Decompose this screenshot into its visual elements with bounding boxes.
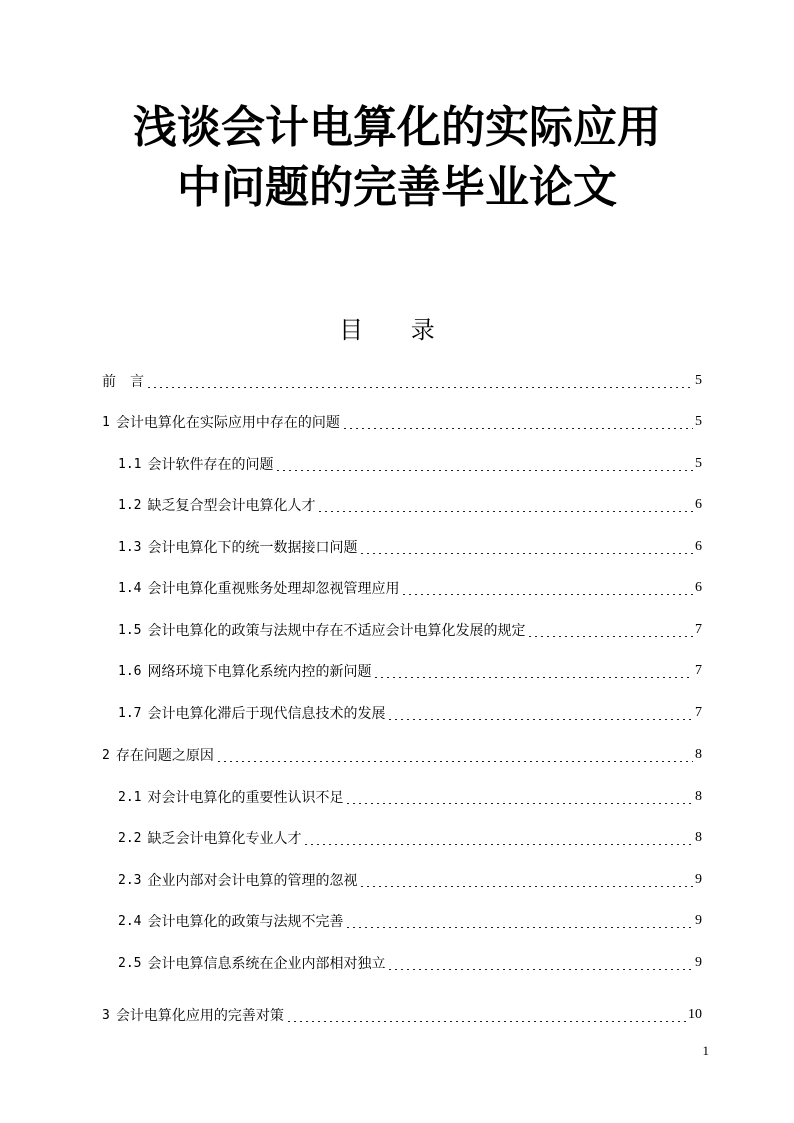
toc-entry-text: 对会计电算化的重要性认识不足 (147, 790, 344, 806)
toc-heading: 目 录 (339, 316, 455, 344)
toc-entry-1-7[interactable] (118, 702, 702, 724)
toc-entry-text: 企业内部对会计电算的管理的忽视 (147, 873, 358, 889)
toc-entry-1[interactable] (102, 411, 702, 433)
toc-entry-page: 5 (695, 456, 702, 471)
toc-leader-dots (387, 706, 693, 720)
toc-entry-page: 7 (695, 705, 702, 720)
toc-entry-text: 缺乏复合型会计电算化人才 (147, 498, 316, 514)
toc-entry-1-4[interactable] (118, 577, 702, 599)
toc-leader-dots (275, 457, 693, 471)
toc-entry-number: 2 (102, 747, 110, 763)
toc-entry-text: 会计电算化下的统一数据接口问题 (147, 540, 358, 556)
toc-entry-text: 会计电算化应用的完善对策 (115, 1008, 284, 1024)
toc-entry-number: 1.6 (118, 663, 142, 679)
toc-entry-2-2[interactable] (118, 827, 702, 849)
toc-leader-dots (317, 498, 693, 512)
toc-entry-2-4[interactable] (118, 910, 702, 932)
toc-entry-2-1[interactable] (118, 786, 702, 808)
toc-leader-dots (373, 664, 693, 678)
toc-entry-number: 1 (102, 414, 110, 430)
toc-leader-dots (359, 873, 693, 887)
toc-entry-text: 前 言 (102, 374, 144, 390)
toc-entry-number: 1.2 (118, 497, 142, 513)
page-number: 1 (702, 1043, 709, 1058)
toc-entry-page: 8 (695, 789, 702, 804)
toc-entry-text: 会计电算化滞后于现代信息技术的发展 (147, 706, 386, 722)
toc-entry-page: 8 (695, 747, 702, 762)
toc-entry-1-1[interactable] (118, 453, 702, 475)
toc-entry-text: 存在问题之原因 (115, 748, 214, 764)
toc-entry-text: 缺乏会计电算化专业人才 (147, 831, 302, 847)
toc-entry-page: 7 (695, 622, 702, 637)
toc-entry-page: 7 (695, 663, 702, 678)
toc-entry-number: 2.3 (118, 872, 142, 888)
toc-entry-1-2[interactable] (118, 494, 702, 516)
toc-entry-page: 9 (695, 913, 702, 928)
toc-entry-number: 2.4 (118, 913, 142, 929)
toc-entry-text: 会计电算化的政策与法规不完善 (147, 914, 344, 930)
toc-entry-1-3[interactable] (118, 536, 702, 558)
toc-leader-dots (216, 748, 693, 762)
toc-entry-2[interactable] (102, 744, 702, 766)
document-title-line-1: 浅谈会计电算化的实际应用 (133, 102, 661, 153)
toc-entry-page: 6 (695, 580, 702, 595)
document-title-line-2: 中问题的完善毕业论文 (177, 162, 617, 213)
toc-entry-page: 10 (688, 1007, 702, 1022)
toc-leader-dots (303, 831, 693, 845)
toc-entry-page: 9 (695, 955, 702, 970)
toc-leader-dots (387, 956, 693, 970)
toc-leader-dots (342, 415, 693, 429)
toc-entry-page: 8 (695, 830, 702, 845)
toc-entry-2-5[interactable] (118, 952, 702, 974)
toc-entry-page: 9 (695, 872, 702, 887)
toc-entry-page: 5 (695, 373, 702, 388)
toc-entry-number: 2.1 (118, 789, 142, 805)
toc-entry-number: 1.4 (118, 580, 142, 596)
toc-leader-dots (286, 1008, 686, 1022)
toc-entry-preface[interactable] (102, 370, 702, 392)
toc-entry-number: 2.2 (118, 830, 142, 846)
toc-entry-1-6[interactable] (118, 660, 702, 682)
toc-entry-text: 会计电算化重视账务处理却忽视管理应用 (147, 581, 400, 597)
toc-entry-text: 会计软件存在的问题 (147, 457, 274, 473)
toc-entry-page: 6 (695, 539, 702, 554)
toc-entry-number: 1.5 (118, 622, 142, 638)
toc-entry-text: 会计电算信息系统在企业内部相对独立 (147, 956, 386, 972)
toc-entry-text: 网络环境下电算化系统内控的新问题 (147, 664, 372, 680)
toc-leader-dots (345, 790, 693, 804)
toc-leader-dots (146, 374, 693, 388)
toc-entry-number: 1.7 (118, 705, 142, 721)
toc-entry-number: 3 (102, 1007, 110, 1023)
toc-leader-dots (401, 581, 693, 595)
toc-entry-3[interactable] (102, 1004, 702, 1026)
toc-entry-page: 6 (695, 497, 702, 512)
toc-entry-1-5[interactable] (118, 619, 702, 641)
toc-entry-number: 2.5 (118, 955, 142, 971)
toc-entry-text: 会计电算化的政策与法规中存在不适应会计电算化发展的规定 (147, 623, 526, 639)
toc-entry-2-3[interactable] (118, 869, 702, 891)
toc-entry-number: 1.1 (118, 456, 142, 472)
toc-entry-number: 1.3 (118, 539, 142, 555)
toc-leader-dots (345, 914, 693, 928)
toc-entry-page: 5 (695, 414, 702, 429)
toc-entry-text: 会计电算化在实际应用中存在的问题 (115, 415, 340, 431)
toc-leader-dots (527, 623, 693, 637)
toc-leader-dots (359, 540, 693, 554)
